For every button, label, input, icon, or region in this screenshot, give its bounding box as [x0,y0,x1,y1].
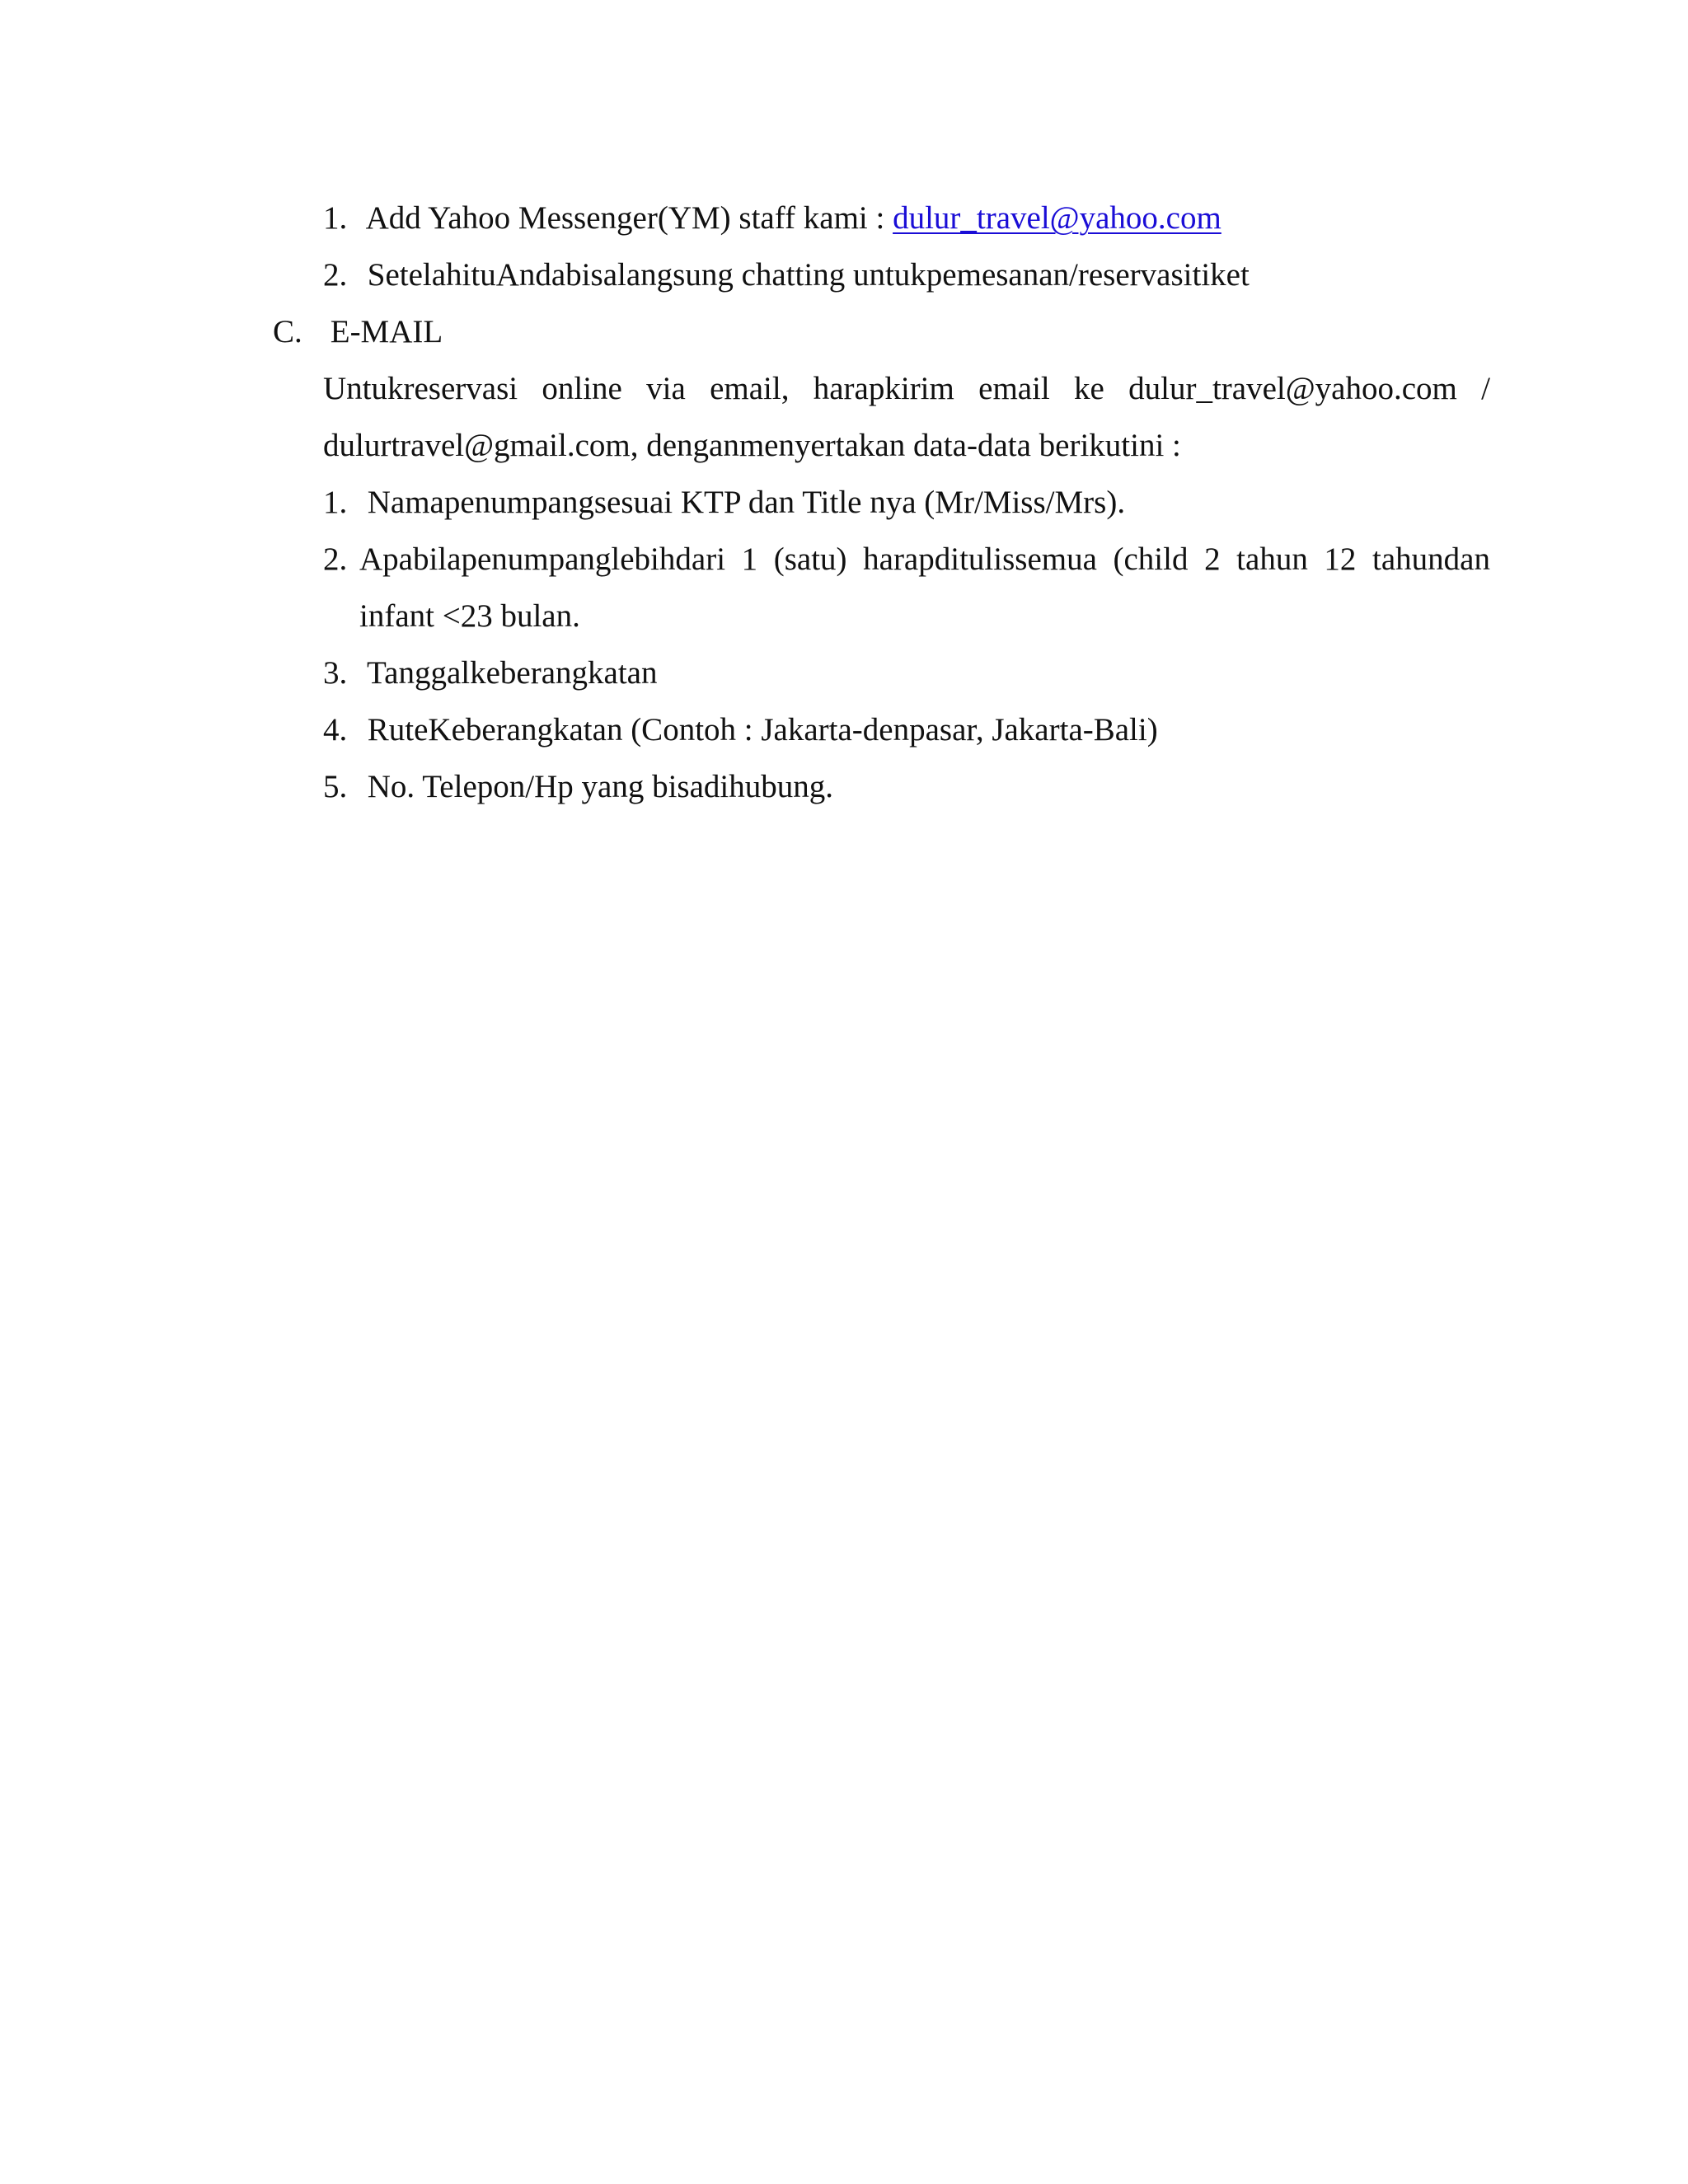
list-number: 2. [323,541,348,577]
list-item-text: Add Yahoo Messenger(YM) staff kami : [365,200,893,236]
section-c-heading [273,303,443,360]
email-list-item-2 [323,531,1490,588]
list-number: 2. [323,257,348,293]
list-item-text: Namapenumpangsesuai KTP dan Title nya (Mr/Miss/Mrs). [367,485,1126,520]
list-item-text: No. Telepon/Hp yang bisadihubung. [367,769,833,804]
list-number: 3. [323,655,348,691]
email-list-item-3 [323,644,657,701]
email-list-item-4 [323,701,1158,758]
email-list-item-2-continuation: infant <23 bulan. [359,598,580,634]
email-intro-line-1: Untukreservasi online via email, harapkirim email ke dulur_travel@yahoo.com / [323,371,1490,406]
section-letter: C. [273,314,302,349]
list-item-text: SetelahituAndabisalangsung chatting untukpemesanan/reservasitiket [367,257,1250,293]
list-item-text: RuteKeberangkatan (Contoh : Jakarta-denpasar, Jakarta-Bali) [367,712,1158,748]
yahoo-email-link[interactable]: dulur_travel@yahoo.com [893,200,1221,236]
list-number: 1. [323,200,348,236]
email-intro-line-2: dulurtravel@gmail.com, denganmenyertakan data-data berikutini : [323,428,1181,463]
email-list-item-5 [323,758,833,815]
list-item-text: Tanggalkeberangkatan [367,655,658,691]
ym-list-item-1 [323,190,1221,246]
list-number: 5. [323,769,348,804]
section-title: E-MAIL [330,314,443,349]
list-number: 1. [323,485,348,520]
list-number: 4. [323,712,348,748]
list-item-text: Apabilapenumpanglebihdari 1 (satu) harapditulissemua (child 2 tahun 12 tahundan [359,541,1490,577]
email-list-item-1 [323,474,1125,531]
ym-list-item-2 [323,246,1250,303]
